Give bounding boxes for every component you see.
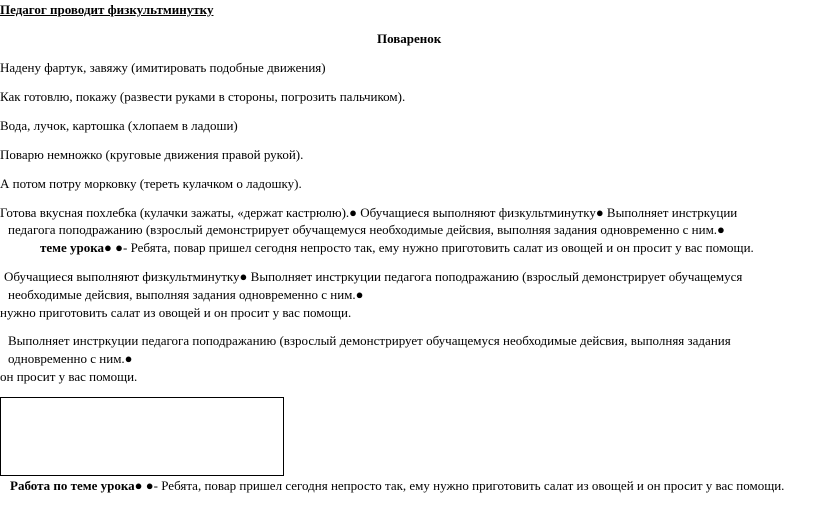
verse-line-4: Поварю немножко (круговые движения правой рукой). — [0, 147, 304, 162]
block2-line2: необходимые дейсвия, выполняя задания одновременно с ним.● — [8, 287, 364, 302]
block3-line2: одновременно с ним.● — [8, 351, 133, 366]
verse-line-3: Вода, лучок, картошка (хлопаем в ладоши) — [0, 118, 238, 133]
block3-line1: Выполняет инстркуции педагога поподражанию (взрослый демонстрирует обучащемуся необходимые дейсвия, выполняя задания — [8, 333, 731, 348]
footer-text: - Ребята, повар пришел сегодня непросто так, ему нужно приготовить салат из овощей и он просит у вас помощи. — [153, 478, 785, 493]
verse-line-1: Надену фартук, завяжу (имитировать подобные движения) — [0, 60, 326, 75]
block1-line1: Готова вкусная похлебка (кулачки зажаты, «держат кастрюлю).● Обучащиеся выполняют физкультминутку● Выполняет инстркуции — [0, 205, 738, 220]
verse-line-2: Как готовлю, покажу (развести руками в стороны, погрозить пальчиком). — [0, 89, 406, 104]
topic-text: - Ребята, повар пришел сегодня непросто так, ему нужно приготовить салат из овощей и он просит у вас помощи. — [123, 240, 754, 255]
block2-line3: нужно приготовить салат из овощей и он просит у вас помощи. — [0, 305, 352, 320]
block1-line3 — [40, 240, 754, 256]
topic-label: теме урока● ● — [40, 240, 124, 255]
block1-line2: педагога поподражанию (взрослый демонстрирует обучащемуся необходимые дейсвия, выполняя задания одновременно с ним.● — [8, 222, 725, 237]
footer-label: Работа по теме урока● ● — [10, 478, 154, 493]
empty-frame — [0, 397, 284, 476]
poem-title: Поваренок — [377, 31, 442, 46]
verse-line-5: А потом потру морковку (тереть кулачком о ладошку). — [0, 176, 302, 191]
page-heading: Педагог проводит физкультминутку — [0, 2, 214, 17]
block3-line3: он просит у вас помощи. — [0, 369, 138, 384]
footer-line — [10, 478, 784, 494]
block2-line1: Обучащиеся выполняют физкультминутку● Выполняет инстркуции педагога поподражанию (взрослый демонстрирует обучащемуся — [4, 269, 743, 284]
